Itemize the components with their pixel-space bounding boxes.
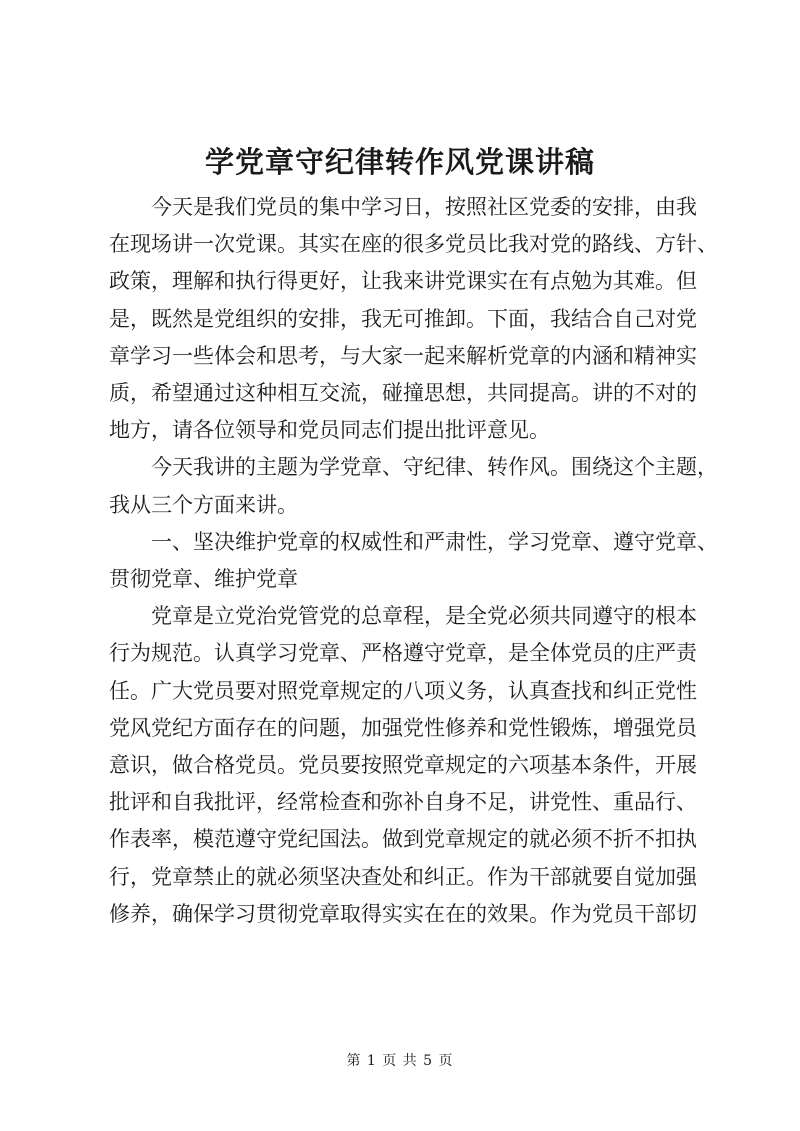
- paragraph-section-1-body: [109, 598, 707, 933]
- text-line: 章学习一些体会和思考，与大家一起来解析党章的内涵和精神实: [109, 343, 697, 368]
- text-line: 质，希望通过这种相互交流，碰撞思想，共同提高。讲的不对的: [109, 381, 697, 406]
- text-line: 行为规范。认真学习党章、严格遵守党章，是全体党员的庄严责: [109, 641, 697, 666]
- text-line: 地方，请各位领导和党员同志们提出批评意见。: [109, 418, 550, 443]
- page-footer: 第 1 页 共 5 页: [346, 1053, 454, 1069]
- text-line: 贯彻党章、维护党章: [109, 567, 298, 592]
- text-line: 我从三个方面来讲。: [109, 492, 298, 517]
- text-line: 今天我讲的主题为学党章、守纪律、转作风。围绕这个主题，: [151, 455, 718, 480]
- text-line: 批评和自我批评，经常检查和弥补自身不足，讲党性、重品行、: [109, 790, 697, 815]
- paragraph-intro: [109, 189, 718, 449]
- section-heading-1: [109, 524, 718, 598]
- text-line: 在现场讲一次党课。其实在座的很多党员比我对党的路线、方针、: [109, 232, 718, 257]
- document-title: 学党章守纪律转作风党课讲稿: [204, 145, 595, 179]
- text-line: 意识，做合格党员。党员要按照党章规定的六项基本条件，开展: [109, 753, 697, 778]
- text-line: 任。广大党员要对照党章规定的八项义务，认真查找和纠正党性: [109, 678, 697, 703]
- text-line: 作表率，模范遵守党纪国法。做到党章规定的就必须不折不扣执: [109, 827, 697, 852]
- document-body: [109, 189, 718, 933]
- text-line: 是，既然是党组织的安排，我无可推卸。下面，我结合自己对党: [109, 306, 697, 331]
- text-line: 行，党章禁止的就必须坚决查处和纠正。作为干部就要自觉加强: [109, 864, 697, 889]
- text-line: 修养，确保学习贯彻党章取得实实在在的效果。作为党员干部切: [109, 901, 697, 926]
- text-line: 党风党纪方面存在的问题，加强党性修养和党性锻炼，增强党员: [109, 715, 697, 740]
- text-line: 今天是我们党员的集中学习日，按照社区党委的安排，由我: [151, 195, 697, 219]
- text-line: 一、坚决维护党章的权威性和严肃性，学习党章、遵守党章、: [151, 529, 718, 554]
- text-line: 党章是立党治党管党的总章程，是全党必须共同遵守的根本: [151, 604, 697, 629]
- text-line: 政策，理解和执行得更好，让我来讲党课实在有点勉为其难。但: [109, 269, 697, 294]
- paragraph-theme: [109, 449, 718, 523]
